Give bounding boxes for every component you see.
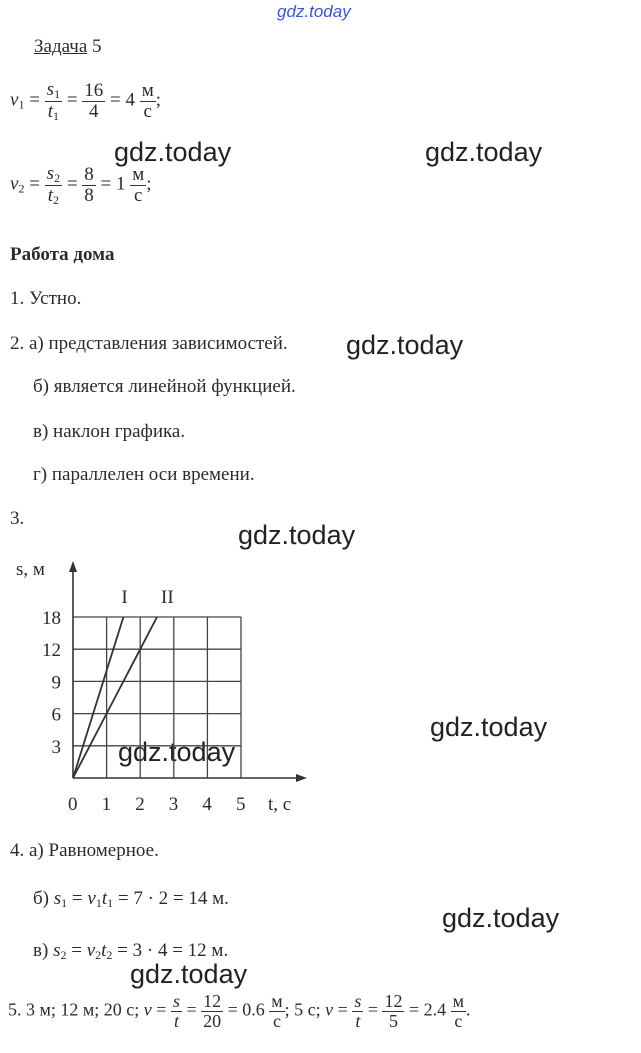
- watermark: gdz.today: [425, 137, 543, 167]
- result-value: 1: [116, 173, 126, 195]
- x-tick-label: 2: [135, 794, 145, 815]
- result-value: 4: [125, 89, 135, 111]
- formula-v1: $v_1$ = $\frac{s_1}{t_1}$ = $\frac{16}{4}$ = 4 $\frac{м}{с}$ ;: [10, 79, 162, 123]
- y-tick-label: 9: [51, 672, 61, 694]
- x-tick-label: 4: [202, 794, 212, 815]
- var-index: 1: [18, 97, 25, 112]
- homework-heading: Работа дома: [10, 244, 115, 265]
- watermark: gdz.today: [346, 330, 464, 360]
- fraction-values: $\frac{8}{8}$: [84, 163, 94, 206]
- x-tick-label: 0: [68, 794, 78, 815]
- series-label: II: [161, 587, 174, 608]
- distance-time-chart: [10, 555, 320, 825]
- homework-item-4c: в) $s_2 = v_2t_2 = 3 \cdot 4 = 12$ м.: [33, 940, 229, 962]
- watermark: gdz.today: [130, 959, 248, 989]
- homework-item-2c: в) наклон графика.: [33, 421, 186, 442]
- homework-item-5: 5. 3 м; 12 м; 20 с; v = $\frac{s}{t}$ = $\frac{12}{20}$ = 0.6 $\frac{м}{с}$ ; 5 с; v = $\frac{s}{t}$ = $\frac{12}{5}$ = 2.4 $\frac{м}{с}$ .: [8, 991, 471, 1031]
- var-v: v: [10, 89, 19, 111]
- y-tick-label: 18: [42, 608, 61, 629]
- homework-item-1: 1. Устно.: [10, 288, 82, 309]
- x-tick-label: 3: [168, 794, 179, 815]
- watermark: gdz.today: [118, 737, 236, 767]
- x-axis-arrow-icon: [296, 774, 307, 782]
- task-title: [34, 36, 102, 58]
- formula-v2: $v_2$ = $\frac{s_2}{t_2}$ = $\frac{8}{8}$ = 1 $\frac{м}{с}$ ;: [10, 163, 152, 207]
- homework-item-4a: 4. а) Равномерное.: [10, 840, 159, 861]
- y-tick-label: 3: [51, 736, 61, 758]
- fraction-s-over-t: $\frac{s_2}{t_2}$: [46, 163, 61, 207]
- x-tick-label: 1: [101, 794, 112, 815]
- homework-item-3: 3.: [10, 508, 25, 529]
- homework-item-4b: б) $s_1 = v_1t_1 = 7 \cdot 2 = 14$ м.: [33, 888, 229, 910]
- unit-fraction: $\frac{м}{с}$: [141, 79, 154, 122]
- y-axis-arrow-icon: [69, 561, 77, 572]
- chart-axes: [69, 561, 307, 782]
- watermark: gdz.today: [114, 137, 232, 167]
- fraction-s-over-t: $\frac{s_1}{t_1}$: [46, 79, 61, 123]
- unit-fraction: $\frac{м}{с}$: [132, 163, 145, 206]
- chart-labels: [16, 559, 291, 815]
- y-tick-label: 12: [42, 640, 61, 662]
- x-axis-label: t, с: [268, 794, 292, 815]
- task-title-number: 5: [92, 36, 102, 57]
- watermark-top: gdz.today: [277, 2, 351, 21]
- chart-lines: [73, 617, 157, 778]
- watermark: gdz.today: [442, 903, 560, 933]
- series-label: I: [121, 587, 128, 608]
- y-axis-label: s, м: [16, 559, 45, 580]
- homework-item-2d: г) параллелен оси времени.: [33, 464, 255, 485]
- homework-item-2a: 2. а) представления зависимостей.: [10, 333, 288, 354]
- watermark: gdz.today: [238, 520, 356, 550]
- x-tick-label: 5: [236, 794, 246, 815]
- homework-item-2b: б) является линейной функцией.: [33, 376, 296, 397]
- y-tick-label: 6: [51, 704, 61, 726]
- var-v: v: [10, 173, 19, 195]
- var-index: 2: [18, 181, 25, 196]
- task-title-word: Задача: [34, 36, 88, 57]
- watermark: gdz.today: [430, 712, 548, 742]
- fraction-values: $\frac{16}{4}$: [84, 79, 104, 122]
